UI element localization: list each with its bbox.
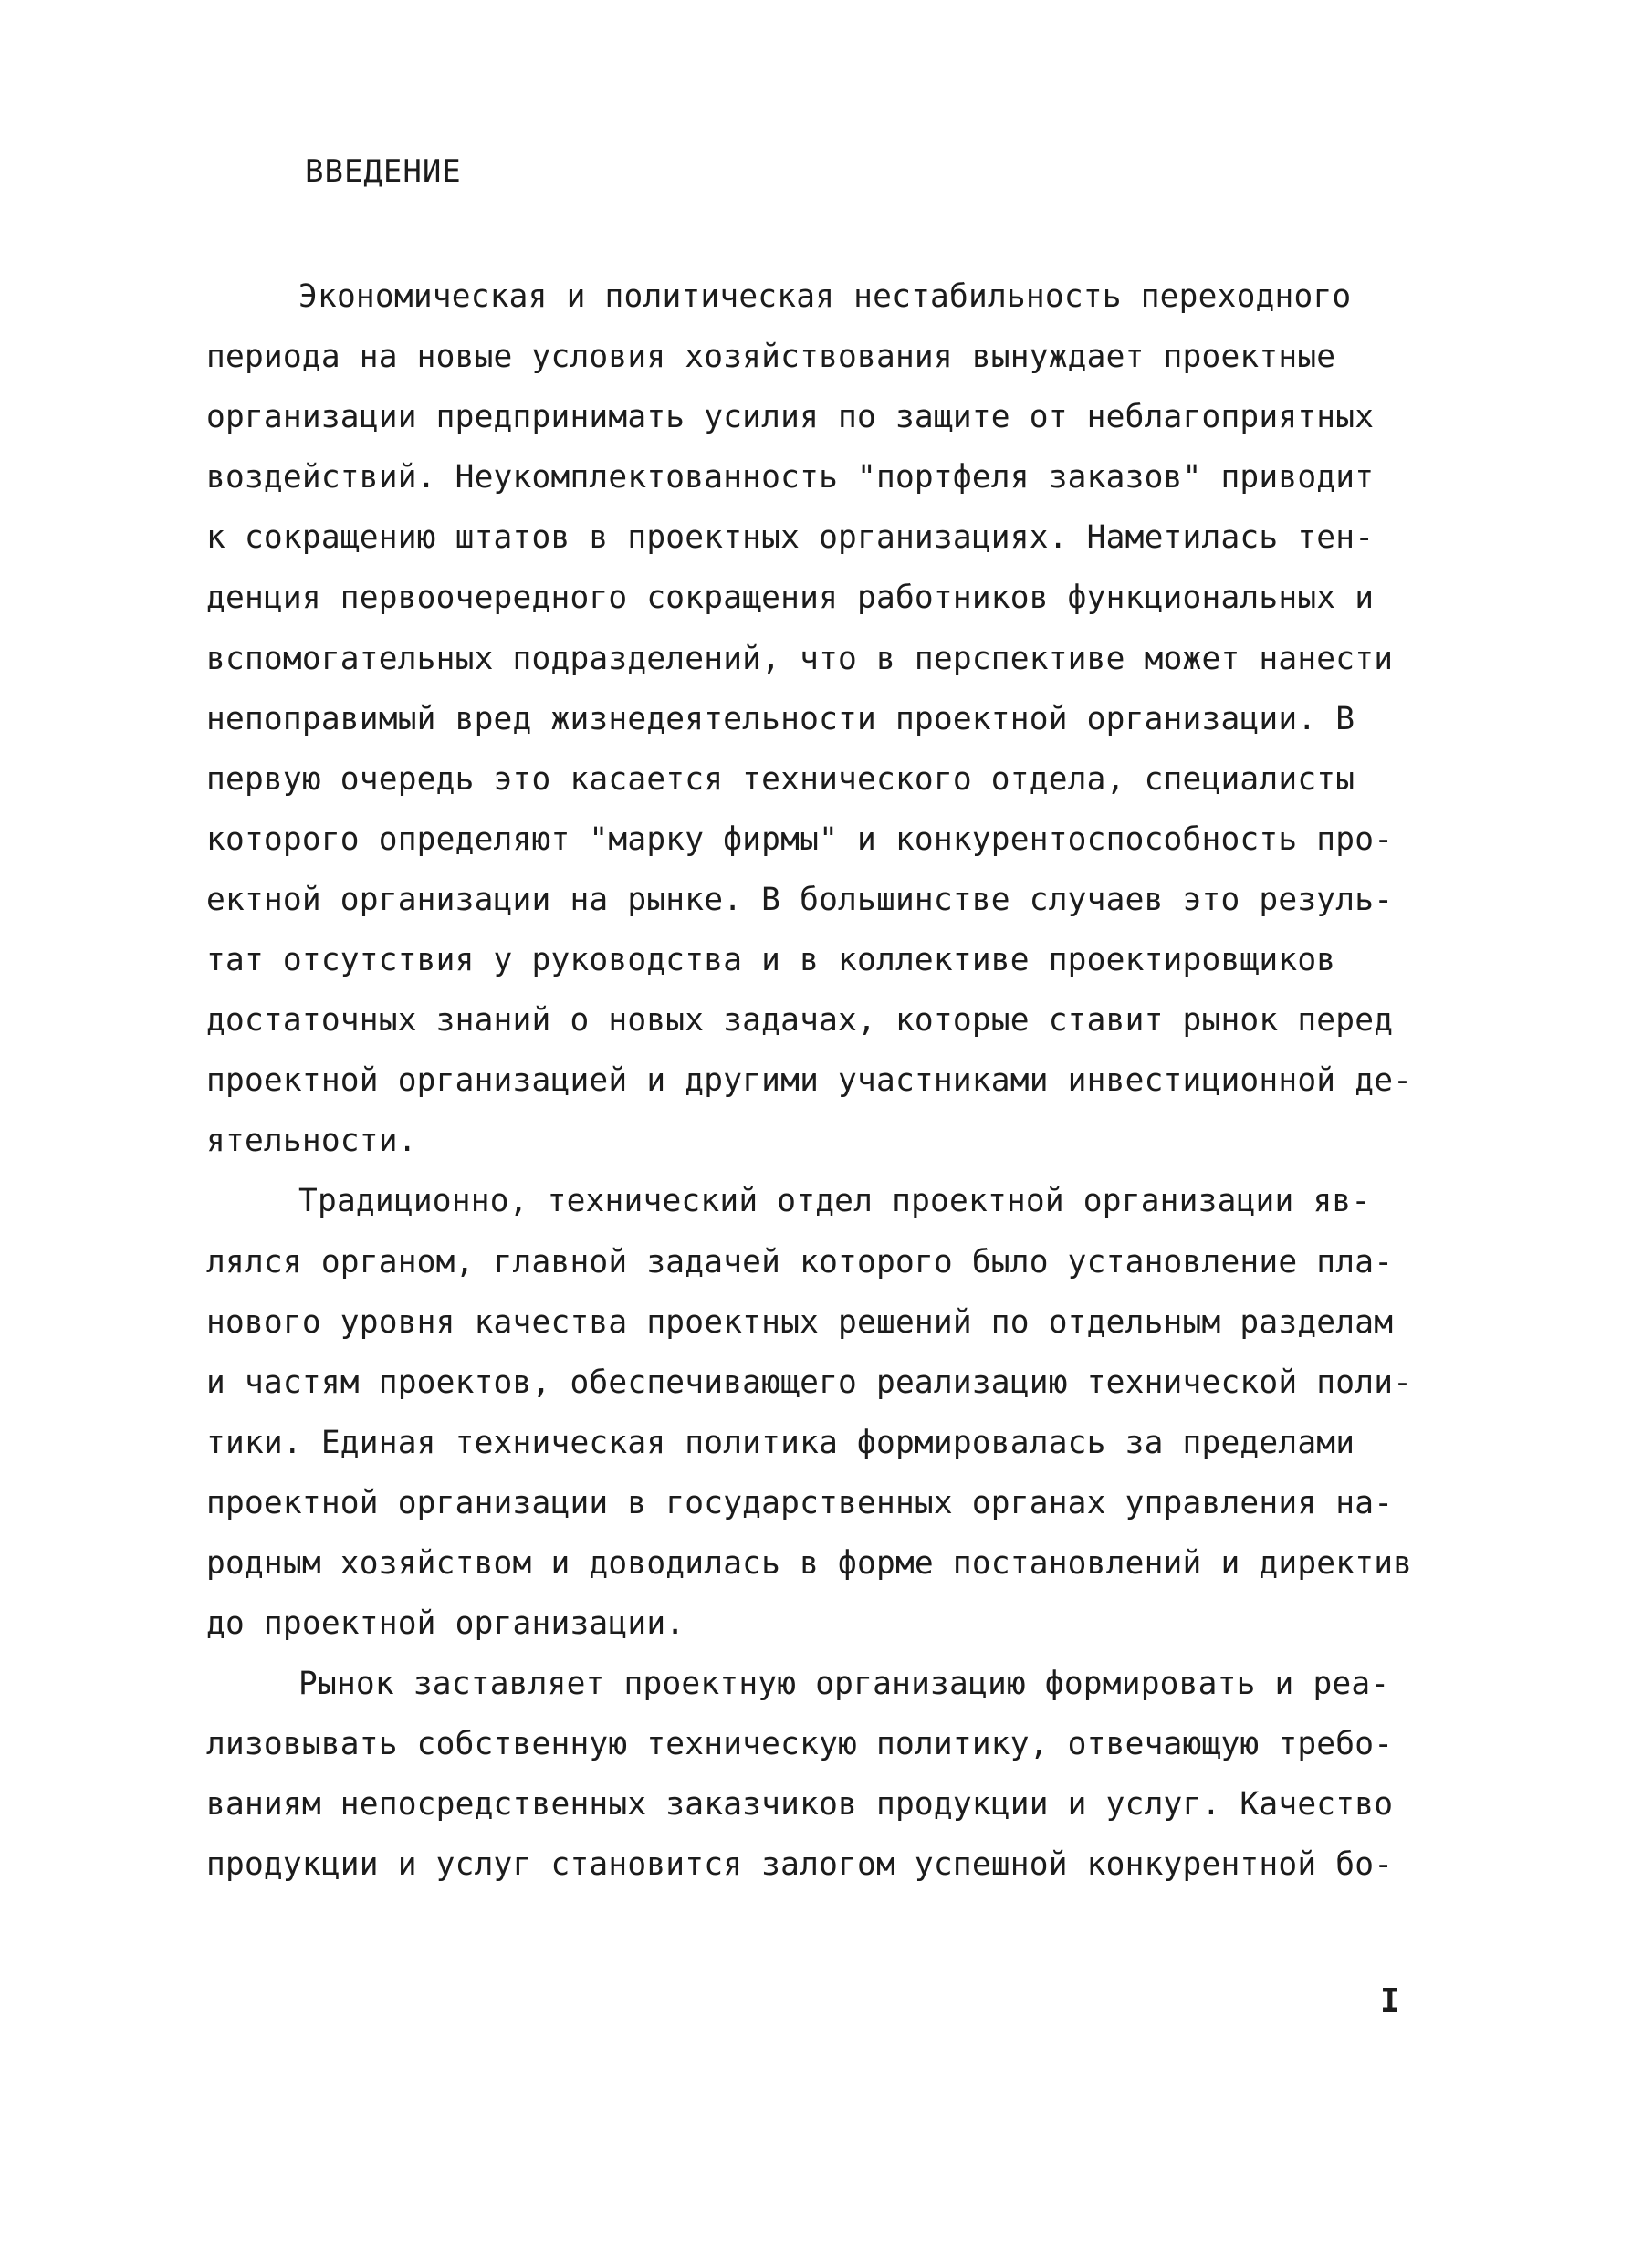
- text-line: денция первоочередного сокращения работников функциональных и: [206, 580, 1375, 617]
- document-title: ВВЕДЕНИЕ: [305, 153, 462, 190]
- text-line: к сокращению штатов в проектных организациях. Наметилась тен-: [206, 519, 1375, 557]
- text-line: ектной организации на рынке. В большинстве случаев это резуль-: [206, 881, 1394, 918]
- text-line: тики. Единая техническая политика формировалась за пределами: [206, 1424, 1355, 1461]
- text-line-paragraph-start: Традиционно, технический отдел проектной организации яв-: [298, 1183, 1371, 1220]
- text-line: лялся органом, главной задачей которого было установление пла-: [206, 1243, 1394, 1280]
- text-line: которого определяют "марку фирмы" и конкурентоспособность про-: [206, 820, 1394, 858]
- text-line-paragraph-start: Рынок заставляет проектную организацию формировать и реа-: [298, 1666, 1390, 1703]
- text-line: непоправимый вред жизнедеятельности проектной организации. В: [206, 700, 1355, 737]
- text-line: лизовывать собственную техническую политику, отвечающую требо-: [206, 1726, 1394, 1763]
- text-line: проектной организацией и другими участниками инвестиционной де-: [206, 1062, 1413, 1100]
- text-line-paragraph-start: Экономическая и политическая нестабильность переходного: [298, 278, 1352, 315]
- text-line: организации предпринимать усилия по защите от неблагоприятных: [206, 399, 1375, 436]
- text-line: вспомогательных подразделений, что в перспективе может нанести: [206, 640, 1394, 677]
- text-line: продукции и услуг становится залогом успешной конкурентной бо-: [206, 1846, 1394, 1884]
- text-line: ваниям непосредственных заказчиков продукции и услуг. Качество: [206, 1786, 1394, 1824]
- text-line: тат отсутствия у руководства и в коллективе проектировщиков: [206, 942, 1336, 979]
- document-body: [206, 267, 1413, 1896]
- text-line: периода на новые условия хозяйствования вынуждает проектные: [206, 339, 1336, 376]
- page-number: I: [1380, 1982, 1400, 2020]
- text-line: первую очередь это касается технического отдела, специалисты: [206, 760, 1355, 798]
- text-line: нового уровня качества проектных решений по отдельным разделам: [206, 1303, 1394, 1341]
- text-line: достаточных знаний о новых задачах, которые ставит рынок перед: [206, 1002, 1394, 1040]
- text-line: до проектной организации.: [206, 1605, 685, 1643]
- text-line: и частям проектов, обеспечивающего реализацию технической поли-: [206, 1364, 1413, 1401]
- text-line: воздействий. Неукомплектованность "портфеля заказов" приводит: [206, 459, 1375, 496]
- text-line: проектной организации в государственных органах управления на-: [206, 1484, 1394, 1521]
- text-line: ятельности.: [206, 1123, 417, 1160]
- text-line: родным хозяйством и доводилась в форме постановлений и директив: [206, 1544, 1413, 1582]
